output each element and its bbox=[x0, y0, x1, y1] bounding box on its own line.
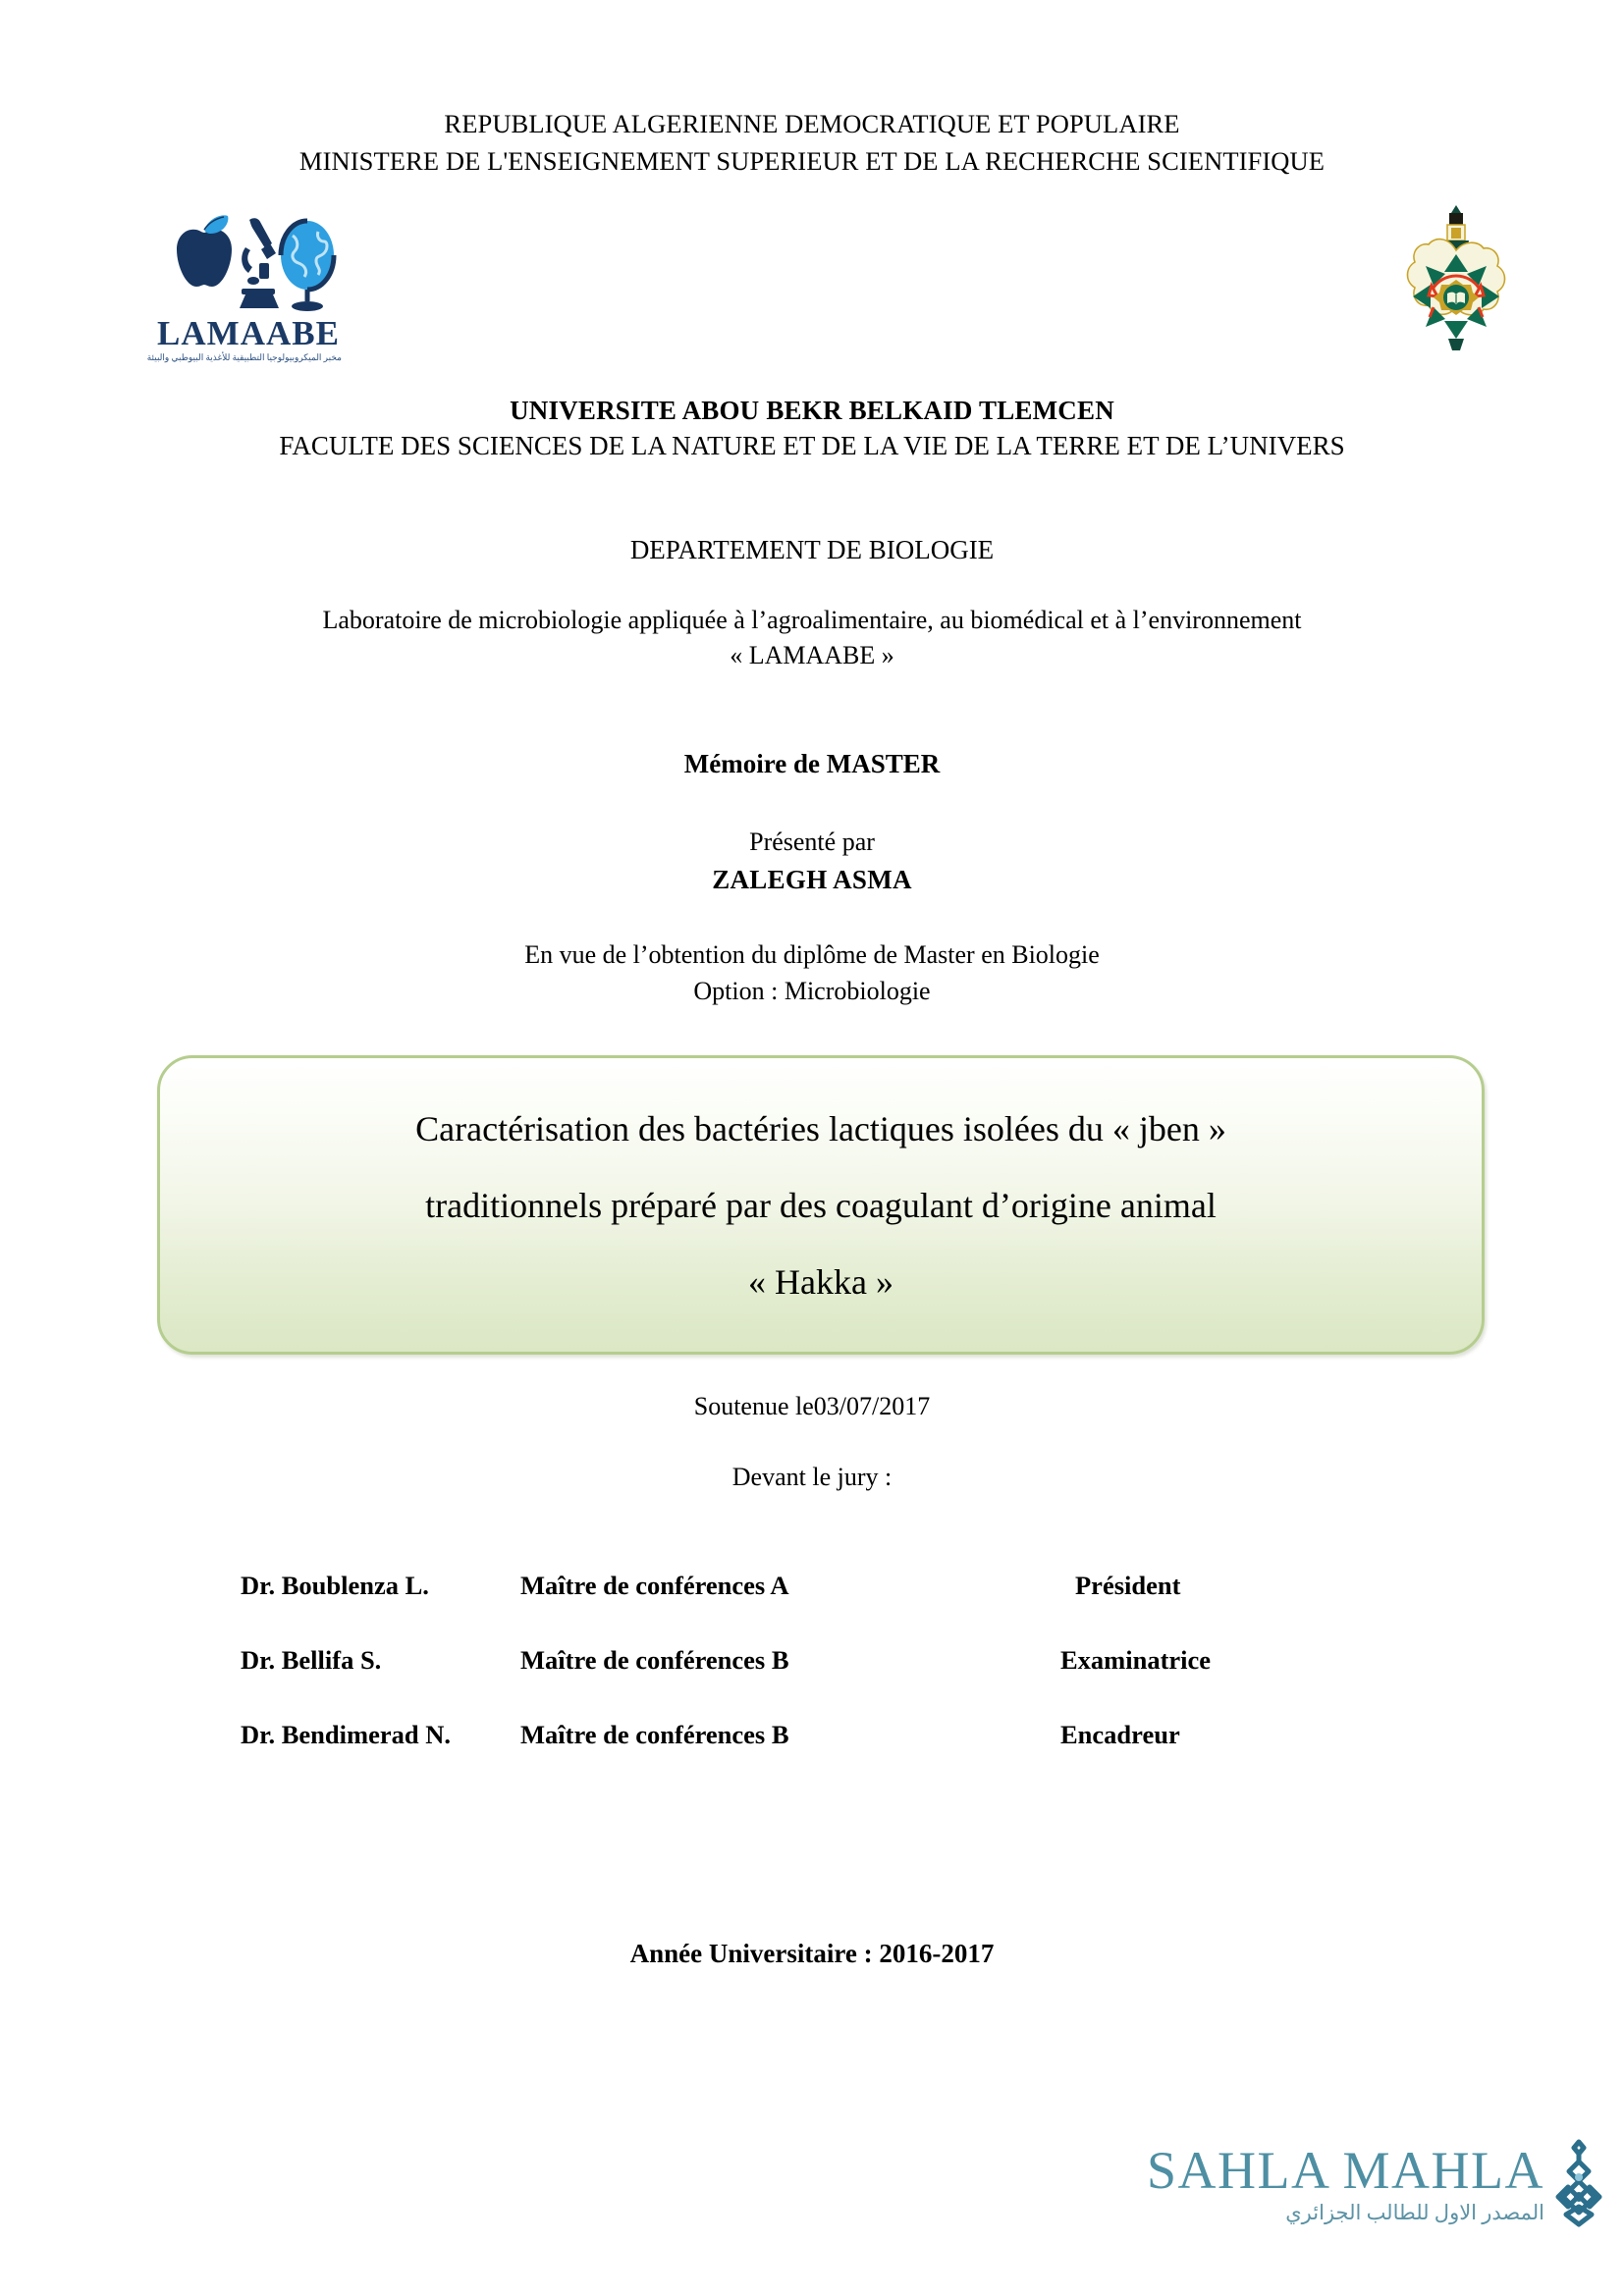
jury-member-role: Encadreur bbox=[1060, 1720, 1180, 1749]
jury-member-name: Dr. Bellifa S. bbox=[241, 1645, 382, 1675]
jury-member-grade: Maître de conférences B bbox=[520, 1720, 789, 1749]
laboratory-acronym: « LAMAABE » bbox=[730, 640, 894, 669]
ministry-line-2: MINISTERE DE L'ENSEIGNEMENT SUPERIEUR ET DE LA RECHERCHE SCIENTIFIQUE bbox=[298, 145, 1326, 176]
jury-list bbox=[241, 1571, 1409, 1794]
diploma-block bbox=[0, 937, 1624, 1010]
tlemcen-university-emblem-icon bbox=[1382, 201, 1530, 353]
jury-member-role: Président bbox=[1075, 1571, 1181, 1600]
sahla-mahla-calligraphic-mark-icon bbox=[1546, 2138, 1611, 2237]
watermark-title: SAHLA MAHLA bbox=[1147, 2140, 1545, 2200]
jury-member-grade: Maître de conférences B bbox=[520, 1645, 789, 1675]
faculty-name: FACULTE DES SCIENCES DE LA NATURE ET DE LA VIE DE LA TERRE ET DE L’UNIVERS bbox=[279, 431, 1345, 461]
jury-row bbox=[241, 1645, 1409, 1695]
diploma-purpose: En vue de l’obtention du diplôme de Master en Biologie bbox=[524, 940, 1100, 969]
jury-member-grade: Maître de conférences A bbox=[520, 1571, 789, 1600]
diploma-option: Option : Microbiologie bbox=[693, 976, 931, 1005]
lamaabe-logo bbox=[146, 208, 342, 370]
academic-year: Année Universitaire : 2016-2017 bbox=[629, 1939, 995, 1968]
presented-by-block bbox=[0, 825, 1624, 898]
thesis-title-line-3: « Hakka » bbox=[748, 1261, 893, 1302]
jury-member-role: Examinatrice bbox=[1060, 1645, 1212, 1675]
department-name: DEPARTEMENT DE BIOLOGIE bbox=[629, 535, 995, 564]
thesis-title-line-2: traditionnels préparé par des coagulant d’origine animal bbox=[425, 1185, 1217, 1225]
defense-date: Soutenue le03/07/2017 bbox=[693, 1392, 931, 1420]
watermark-subtitle: المصدر الاول للطالب الجزائري bbox=[1285, 2200, 1545, 2224]
laboratory-block bbox=[0, 603, 1624, 673]
thesis-title-box bbox=[157, 1055, 1485, 1355]
presented-by-label: Présenté par bbox=[749, 828, 875, 856]
thesis-type: Mémoire de MASTER bbox=[683, 749, 941, 778]
lamaabe-wordmark: LAMAABE bbox=[157, 314, 340, 352]
sahla-mahla-watermark bbox=[1147, 2132, 1608, 2250]
university-name: UNIVERSITE ABOU BEKR BELKAID TLEMCEN bbox=[510, 396, 1114, 425]
jury-member-name: Dr. Boublenza L. bbox=[241, 1571, 429, 1600]
jury-row bbox=[241, 1571, 1409, 1621]
ministry-header bbox=[0, 106, 1624, 180]
ministry-line-1: REPUBLIQUE ALGERIENNE DEMOCRATIQUE ET POPULAIRE bbox=[444, 109, 1180, 138]
apple-microscope-globe-icon bbox=[155, 208, 342, 314]
author-name: ZALEGH ASMA bbox=[712, 864, 912, 894]
lamaabe-arabic-subtitle: مخبر الميكروبيولوجيا التطبيقية للأغذية البيوطبي والبيئة bbox=[146, 352, 342, 362]
laboratory-name: Laboratoire de microbiologie appliquée à l’agroalimentaire, au biomédical et à l’environnement bbox=[322, 606, 1302, 634]
jury-row bbox=[241, 1720, 1409, 1770]
jury-label: Devant le jury : bbox=[731, 1463, 893, 1491]
university-block bbox=[0, 393, 1624, 465]
thesis-title-line-1: Caractérisation des bactéries lactiques isolées du « jben » bbox=[415, 1108, 1226, 1148]
jury-member-name: Dr. Bendimerad N. bbox=[241, 1720, 451, 1749]
